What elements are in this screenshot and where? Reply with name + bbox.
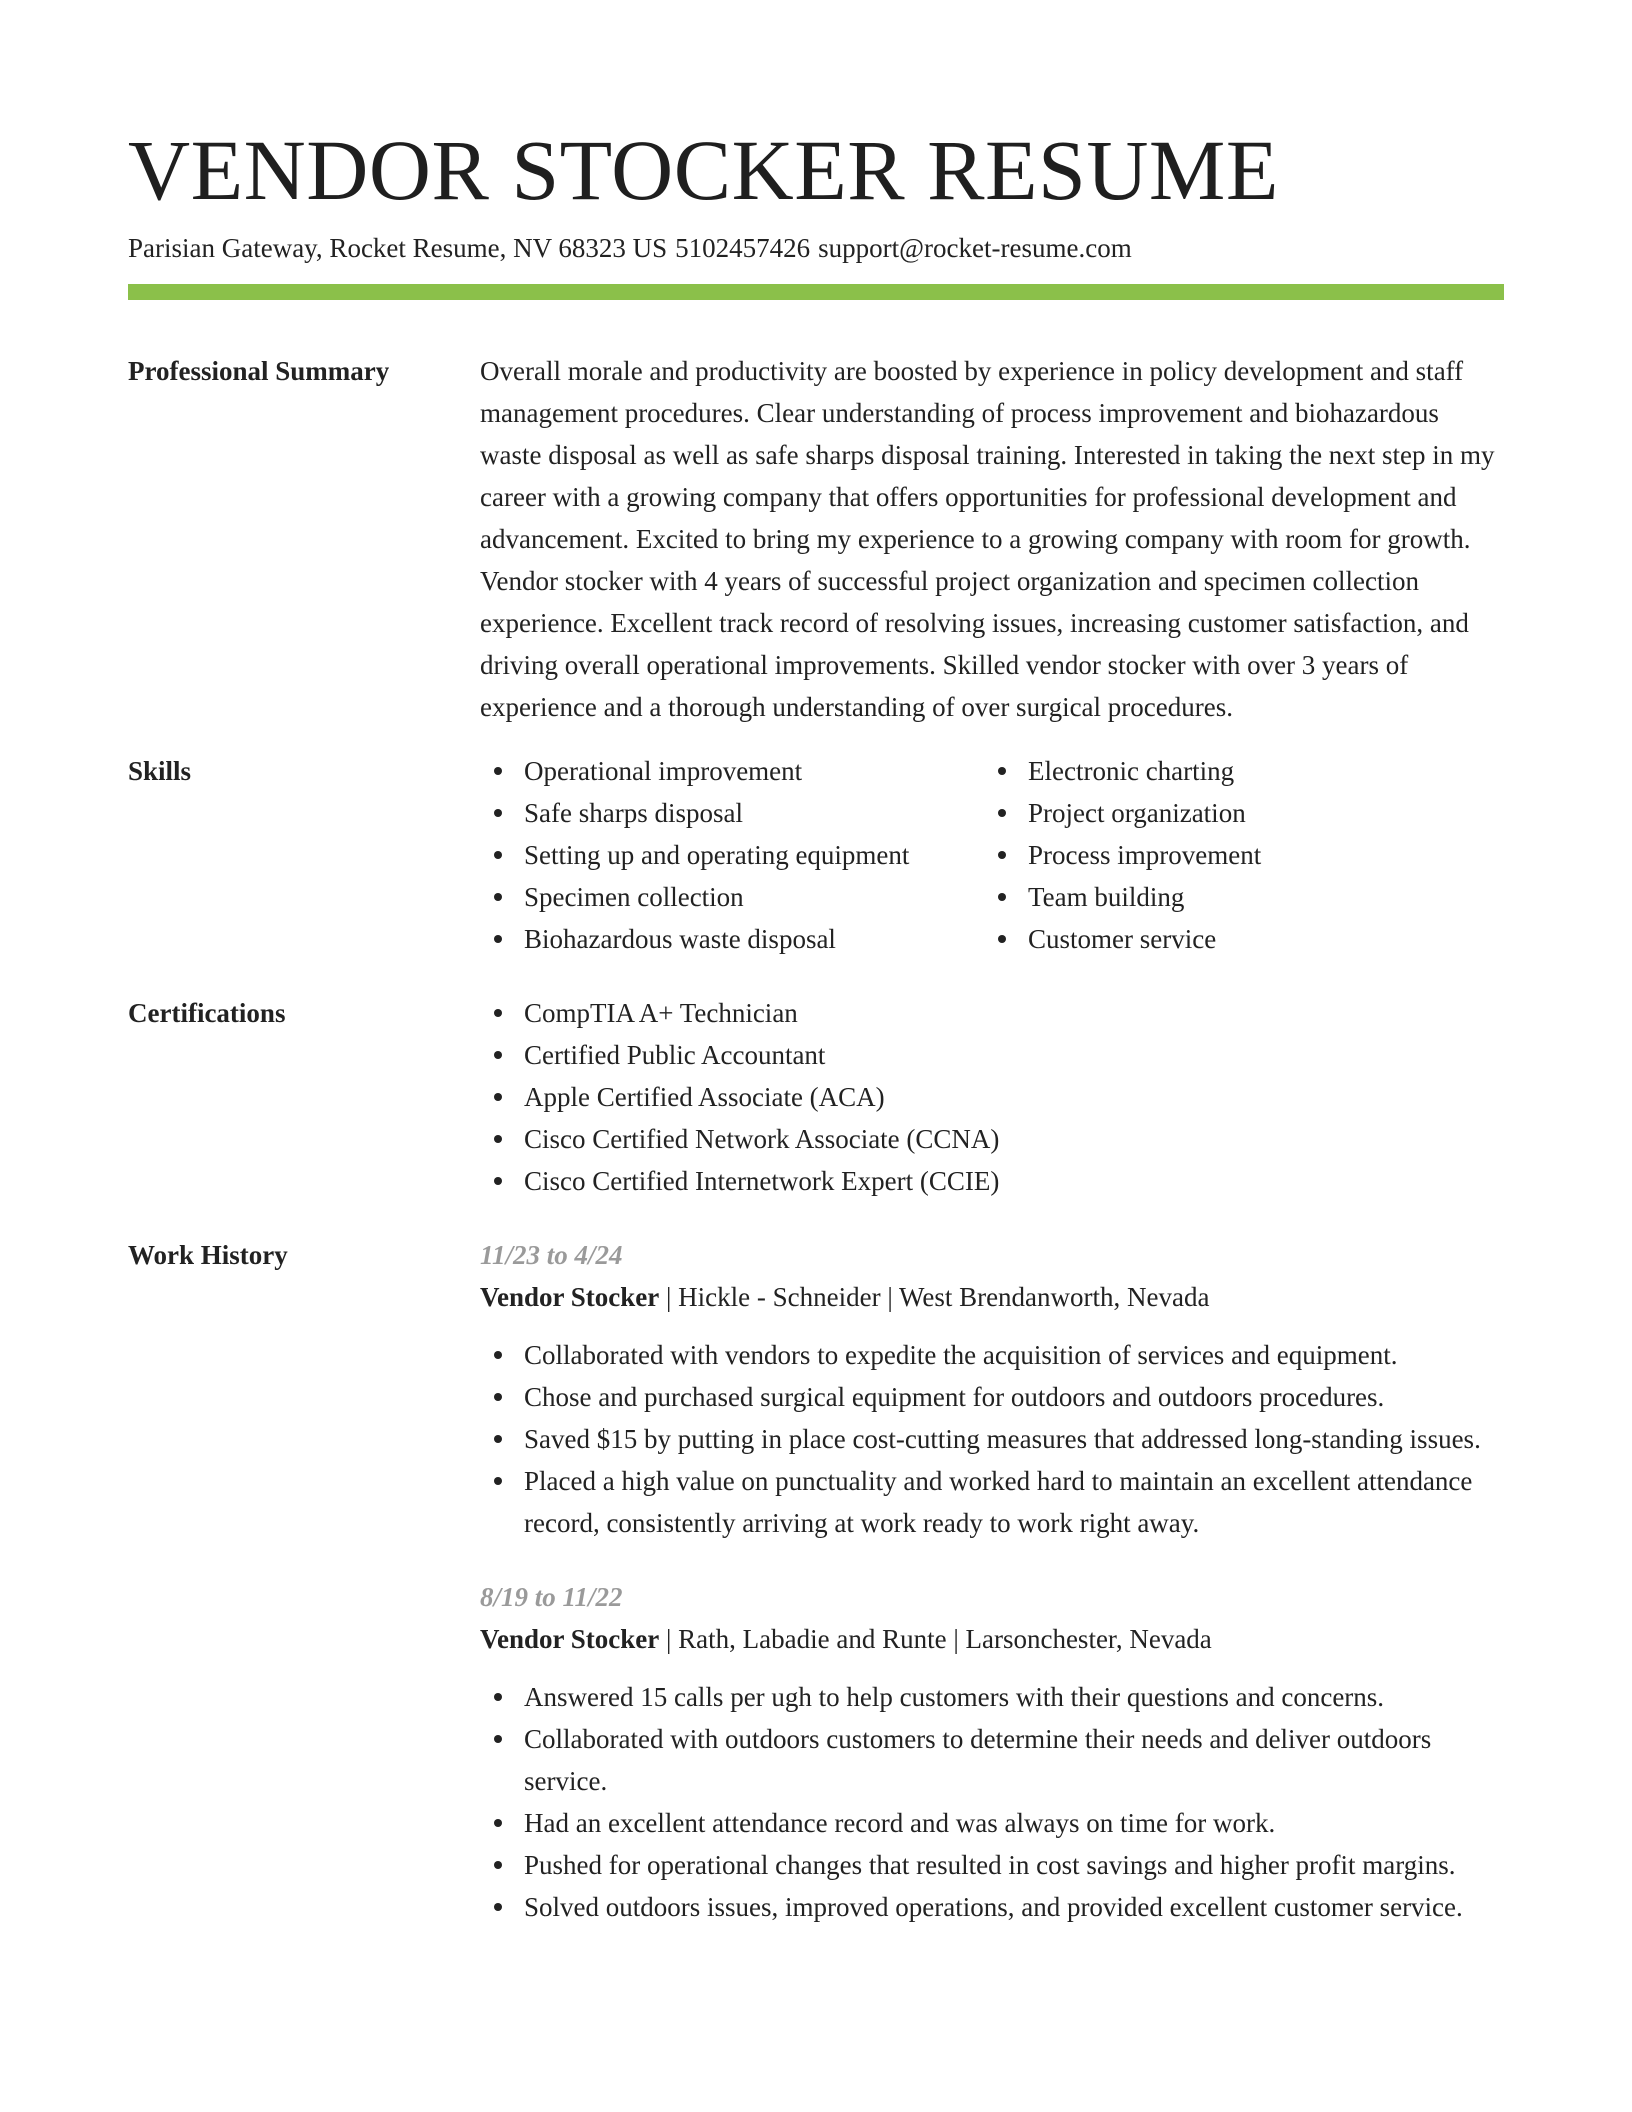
job-details: | Hickle - Schneider | West Brendanworth, Nevada bbox=[659, 1282, 1210, 1312]
certifications-section bbox=[128, 992, 1504, 1202]
contact-phone: 5102457426 bbox=[675, 233, 811, 263]
work-history-body bbox=[480, 1234, 1504, 1928]
job-bullet: Collaborated with vendors to expedite the acquisition of services and equipment. bbox=[480, 1334, 1504, 1376]
job-entry bbox=[480, 1234, 1504, 1544]
skill-item: Electronic charting bbox=[984, 750, 1504, 792]
work-history-section bbox=[128, 1234, 1504, 1928]
skills-section bbox=[128, 750, 1504, 960]
job-bullet: Solved outdoors issues, improved operations, and provided excellent customer service. bbox=[480, 1886, 1504, 1928]
skill-item: Process improvement bbox=[984, 834, 1504, 876]
job-title: Vendor Stocker bbox=[480, 1282, 660, 1312]
job-title: Vendor Stocker bbox=[480, 1624, 660, 1654]
job-bullet: Placed a high value on punctuality and worked hard to maintain an excellent attendance record, consistently arriving at work ready to work right away. bbox=[480, 1460, 1504, 1544]
certification-item: Cisco Certified Network Associate (CCNA) bbox=[480, 1118, 1504, 1160]
job-dates: 11/23 to 4/24 bbox=[480, 1240, 623, 1270]
job-bullet: Saved $15 by putting in place cost-cutting measures that addressed long-standing issues. bbox=[480, 1418, 1504, 1460]
skill-item: Setting up and operating equipment bbox=[480, 834, 984, 876]
job-bullet: Collaborated with outdoors customers to determine their needs and deliver outdoors service. bbox=[480, 1718, 1504, 1802]
certification-item: Cisco Certified Internetwork Expert (CCIE) bbox=[480, 1160, 1504, 1202]
skill-item: Customer service bbox=[984, 918, 1504, 960]
skills-list-left bbox=[480, 750, 984, 960]
job-bullet: Pushed for operational changes that resulted in cost savings and higher profit margins. bbox=[480, 1844, 1504, 1886]
job-details: | Rath, Labadie and Runte | Larsonchester, Nevada bbox=[659, 1624, 1212, 1654]
contact-email: support@rocket-resume.com bbox=[818, 233, 1132, 263]
resume-title: VENDOR STOCKER RESUME bbox=[128, 122, 1279, 218]
skill-item: Specimen collection bbox=[480, 876, 984, 918]
job-bullet: Had an excellent attendance record and was always on time for work. bbox=[480, 1802, 1504, 1844]
skill-item: Team building bbox=[984, 876, 1504, 918]
section-label-summary: Professional Summary bbox=[128, 356, 390, 386]
job-dates: 8/19 to 11/22 bbox=[480, 1582, 623, 1612]
job-bullets bbox=[480, 1334, 1504, 1544]
resume-page bbox=[128, 118, 1504, 1928]
skill-item: Safe sharps disposal bbox=[480, 792, 984, 834]
certifications-body bbox=[480, 992, 1504, 1202]
summary-body bbox=[480, 350, 1504, 728]
job-bullets bbox=[480, 1676, 1504, 1928]
job-bullet: Answered 15 calls per ugh to help customers with their questions and concerns. bbox=[480, 1676, 1504, 1718]
certification-item: Apple Certified Associate (ACA) bbox=[480, 1076, 1504, 1118]
section-label-certifications: Certifications bbox=[128, 998, 286, 1028]
skills-list-right bbox=[984, 750, 1504, 960]
job-title-line bbox=[480, 1618, 1504, 1660]
skill-item: Biohazardous waste disposal bbox=[480, 918, 984, 960]
summary-section bbox=[128, 350, 1504, 728]
job-bullet: Chose and purchased surgical equipment for outdoors and outdoors procedures. bbox=[480, 1376, 1504, 1418]
job-title-line bbox=[480, 1276, 1504, 1318]
certifications-list bbox=[480, 992, 1504, 1202]
header-divider bbox=[128, 284, 1504, 300]
skill-item: Operational improvement bbox=[480, 750, 984, 792]
section-label-skills: Skills bbox=[128, 756, 192, 786]
job-entry bbox=[480, 1576, 1504, 1928]
certification-item: CompTIA A+ Technician bbox=[480, 992, 1504, 1034]
summary-text: Overall morale and productivity are boosted by experience in policy development and staff management procedures. Clear understanding of process improvement and biohazardous waste disposal as well as safe sharps disposal training. Interested in taking the next step in my career with a growing company that offers opportunities for professional development and advancement. Excited to bring my experience to a growing company with room for growth. Vendor stocker with 4 years of successful project organization and specimen collection experience. Excellent track record of resolving issues, increasing customer satisfaction, and driving overall operational improvements. Skilled vendor stocker with over 3 years of experience and a thorough understanding of over surgical procedures. bbox=[480, 356, 1495, 722]
skill-item: Project organization bbox=[984, 792, 1504, 834]
contact-line bbox=[128, 230, 1504, 266]
skills-grid bbox=[480, 750, 1504, 960]
section-label-work-history: Work History bbox=[128, 1240, 288, 1270]
contact-address: Parisian Gateway, Rocket Resume, NV 68323 US bbox=[128, 233, 668, 263]
certification-item: Certified Public Accountant bbox=[480, 1034, 1504, 1076]
